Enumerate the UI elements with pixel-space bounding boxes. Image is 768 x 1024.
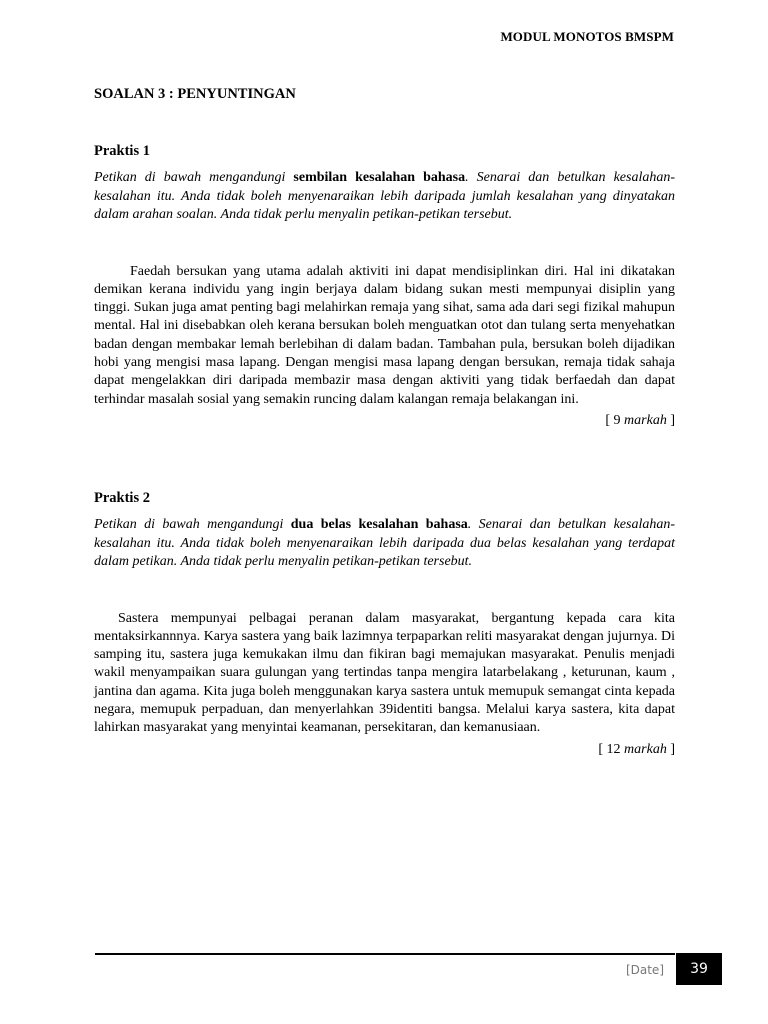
praktis-1-block (94, 143, 675, 429)
instr-2-pre: Petikan di bawah mengandungi (94, 517, 291, 532)
marks-1-open: [ 9 (605, 412, 625, 428)
praktis-2-marks (94, 742, 675, 758)
module-header: MODUL MONOTOS BMSPM (500, 29, 674, 44)
praktis-1-instructions (94, 169, 675, 225)
praktis-2-block (94, 490, 675, 758)
page-number: 39 (690, 961, 708, 977)
marks-2-open: [ 12 (598, 741, 625, 757)
instr-2-bold: dua belas kesalahan bahasa (290, 517, 468, 532)
marks-1-close: ] (666, 412, 675, 428)
instr-1-pre: Petikan di bawah mengandungi (94, 170, 294, 185)
marks-2-close: ] (666, 741, 675, 757)
praktis-2-passage: Sastera mempunyai pelbagai peranan dalam masyarakat, bergantung kepada cara kita mentaksirkannnya. Karya sastera yang baik lazimnya terpaparkan reliti masyarakat dengan jujurnya. Di samping itu, sastera juga kemukakan ilmu dan fikiran bagi memajukan masyarakat. Penulis menjadi wakil menyampaikan suara gulungan yang tertindas tanpa mengira latarbelakang , keturunan, kaum , jantina dan agama. Kita juga boleh menggunakan karya sastera untuk memupuk semangat cinta kepada negara, memupuk perpaduan, dan menyerlahkan 39identiti bangsa. Melalui karya sastera, kita dapat lahirkan masyarakat yang menyintai keamanan, persekitaran, dan kemanusiaan. (94, 610, 675, 736)
page-number-box (676, 953, 722, 985)
footer-rule (95, 953, 675, 955)
marks-1-word: markah (624, 412, 667, 428)
praktis-2-instructions (94, 516, 675, 572)
praktis-1-marks (94, 413, 675, 429)
marks-2-word: markah (624, 741, 667, 757)
footer-date-placeholder: [Date] (625, 963, 664, 977)
instr-1-post: . Senarai dan betulkan kesalahan-kesalahan itu. Anda tidak boleh menyenaraikan lebih daripada jumlah kesalahan yang dinyatakan dalam arahan soalan. Anda tidak perlu menyalin petikan-petikan tersebut. (94, 170, 676, 222)
praktis-1-title: Praktis 1 (94, 143, 150, 159)
praktis-2-title: Praktis 2 (94, 490, 150, 506)
instr-1-bold: sembilan kesalahan bahasa (293, 170, 466, 185)
section-title: SOALAN 3 : PENYUNTINGAN (94, 86, 296, 102)
instr-2-post: . Senarai dan betulkan kesalahan-kesalahan itu. Anda tidak boleh menyenaraikan lebih daripada dua belas kesalahan yang terdapat dalam petikan. Anda tidak perlu menyalin petikan-petikan tersebut. (94, 517, 676, 569)
praktis-1-passage: Faedah bersukan yang utama adalah aktiviti ini dapat mendisiplinkan diri. Hal ini dikatakan demikan kerana individu yang ingin berjaya dalam bidang sukan mesti mempunyai disiplin yang tinggi. Sukan juga amat penting bagi melahirkan remaja yang sihat, sama ada dari segi fizikal mahupun mental. Hal ini disebabkan oleh kerana bersukan boleh menguatkan otot dan tulang serta menyehatkan badan dengan membakar lemah berlebihan di dalam badan. Tambahan pula, bersukan boleh dijadikan hobi yang mengisi masa lapang. Dengan mengisi masa lapang dengan bersukan, remaja tidak sahaja dapat mengelakkan diri daripada membazir masa dengan aktiviti yang tidak berfaedah dan dapat terhindar masalah sosial yang semakin runcing dalam kalangan remaja belakangan ini. (94, 263, 675, 407)
